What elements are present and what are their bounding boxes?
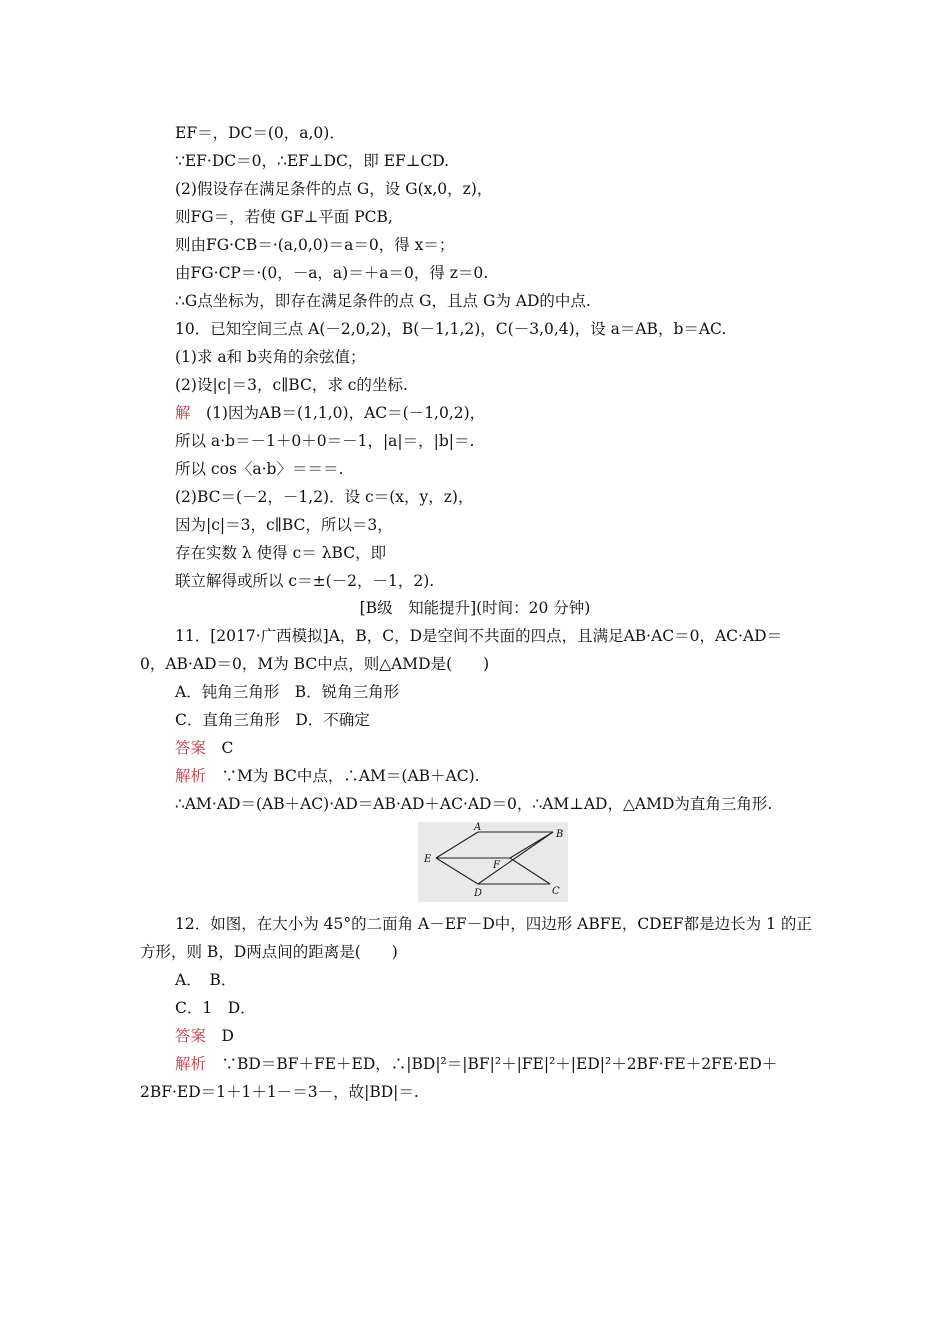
label-D: D xyxy=(474,888,483,899)
solution-10-line-3: 所以 cos〈a·b〉＝＝＝. xyxy=(175,460,344,478)
question-12-options-cd: C．1 D． xyxy=(175,999,256,1017)
dihedral-angle-figure xyxy=(418,822,568,902)
question-12-options-ab: A． B． xyxy=(175,971,237,989)
question-11-line-1: 11．[2017·广西模拟]A，B，C，D是空间不共面的四点，且满足AB·AC＝0，AC·AD＝ xyxy=(175,627,783,645)
solution-10-line-1: 解 (1)因为AB＝(1,1,0)，AC＝(－1,0,2)， xyxy=(175,404,486,422)
line-1: EF＝，DC＝(0，a,0)． xyxy=(175,124,345,142)
analysis-11-line-2: ∴AM·AD＝(AB＋AC)·AD＝AB·AD＋AC·AD＝0，∴AM⊥AD，△AMD为直角三角形. xyxy=(175,795,773,813)
edge-FC xyxy=(510,858,550,884)
line-6: 由FG·CP＝·(0，－a，a)＝＋a＝0，得 z＝0. xyxy=(175,264,489,282)
line-4: 则FG＝，若使 GF⊥平面 PCB, xyxy=(175,208,393,226)
analysis-12-line-1: 解析 ∵BD＝BF＋FE＋ED，∴|BD|²＝|BF|²＋|FE|²＋|ED|²＋2BF·FE＋2FE·ED＋ xyxy=(175,1055,778,1073)
figure-svg xyxy=(418,822,568,902)
answer-label: 答案 xyxy=(175,739,207,757)
label-C: C xyxy=(552,886,560,897)
solution-10-line-6: 存在实数 λ 使得 c＝ λBC，即 xyxy=(175,544,387,562)
answer-11: 答案 C xyxy=(175,739,234,757)
solution-10-line-4: (2)BC＝(－2，－1,2)．设 c＝(x，y，z)， xyxy=(175,488,474,506)
question-10-part2: (2)设|c|＝3，c∥BC，求 c的坐标. xyxy=(175,376,408,394)
line-3: (2)假设存在满足条件的点 G，设 G(x,0，z)， xyxy=(175,180,493,198)
label-B: B xyxy=(556,829,564,840)
answer-label: 答案 xyxy=(175,1027,207,1045)
analysis-label: 解析 xyxy=(175,1055,207,1073)
question-10: 10．已知空间三点 A(－2,0,2)，B(－1,1,2)，C(－3,0,4)，设 a＝AB，b＝AC. xyxy=(175,320,727,338)
line-5: 则由FG·CB＝·(a,0,0)＝a＝0，得 x＝； xyxy=(175,236,455,254)
question-12-line-2: 方形，则 B，D两点间的距离是( ) xyxy=(140,943,398,961)
question-10-part1: (1)求 a和 b夹角的余弦值； xyxy=(175,348,366,366)
question-12-line-1: 12．如图，在大小为 45°的二面角 A－EF－D中，四边形 ABFE，CDEF都是边长为 1 的正 xyxy=(175,915,812,933)
answer-12: 答案 D xyxy=(175,1027,234,1045)
line-2: ∵EF·DC＝0，∴EF⊥DC，即 EF⊥CD. xyxy=(175,152,450,170)
label-F: F xyxy=(493,860,500,871)
solution-label: 解 xyxy=(175,404,191,422)
solution-10-line-2: 所以 a·b＝－1＋0＋0＝－1，|a|＝，|b|＝. xyxy=(175,432,475,450)
label-E: E xyxy=(424,854,432,865)
question-11-line-2: 0，AB·AD＝0，M为 BC中点，则△AMD是( ) xyxy=(140,655,490,673)
question-11-options-cd: C．直角三角形 D．不确定 xyxy=(175,711,370,729)
analysis-label: 解析 xyxy=(175,767,207,785)
label-A: A xyxy=(474,822,482,833)
analysis-12-line-2: 2BF·ED＝1＋1＋1－＝3－，故|BD|＝. xyxy=(140,1083,419,1101)
edge-ED xyxy=(436,858,478,884)
line-7: ∴G点坐标为，即存在满足条件的点 G，且点 G为 AD的中点. xyxy=(175,292,591,310)
question-11-options-ab: A．钝角三角形 B．锐角三角形 xyxy=(175,683,400,701)
solution-10-line-7: 联立解得或所以 c＝±(－2，－1，2). xyxy=(175,572,435,590)
section-heading: [B级 知能提升](时间：20 分钟) xyxy=(359,599,591,617)
analysis-11-line-1: 解析 ∵M为 BC中点，∴AM＝(AB＋AC). xyxy=(175,767,480,785)
solution-10-line-5: 因为|c|＝3，c∥BC，所以＝3， xyxy=(175,516,393,534)
edge-AE xyxy=(436,832,478,858)
